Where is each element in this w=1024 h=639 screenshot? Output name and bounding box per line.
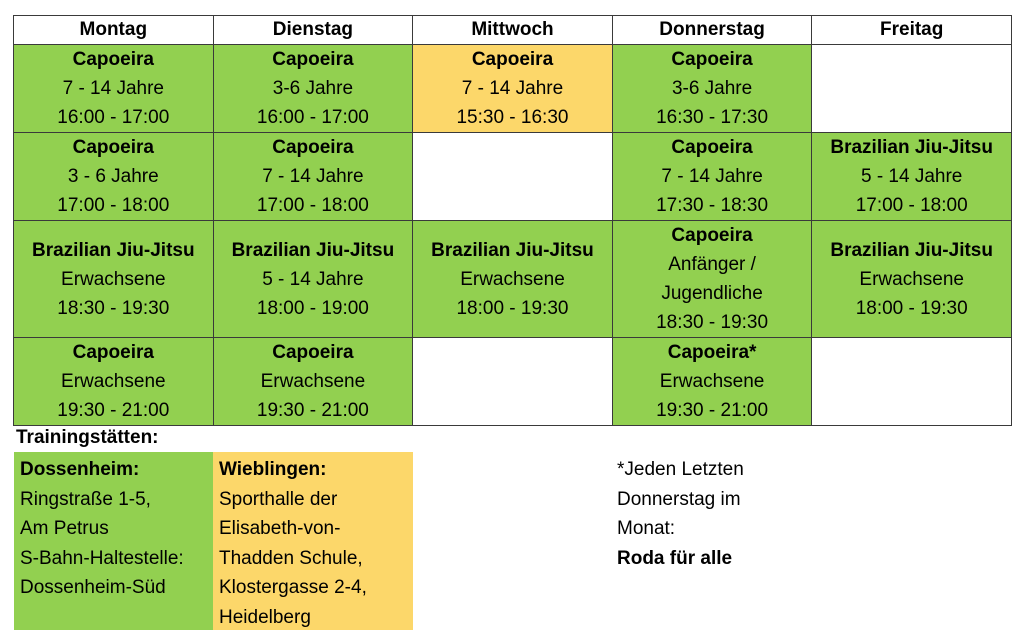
venue-address-line: S-Bahn-Haltestelle: [20, 547, 184, 569]
day-header-dienstag: Dienstag [213, 16, 413, 45]
class-title: Capoeira [72, 342, 154, 363]
class-detail: 18:30 - 19:30 [656, 312, 769, 333]
class-detail: 3 - 6 Jahre [67, 166, 159, 187]
venue-address-line: Ringstraße 1-5, [20, 488, 151, 510]
venue-address-line: Am Petrus [20, 518, 109, 539]
schedule-row [14, 45, 1012, 133]
venue-name: Wieblingen: [219, 459, 327, 480]
class-detail: 7 - 14 Jahre [62, 78, 164, 99]
class-title: Capoeira* [667, 342, 757, 363]
class-title: Capoeira [272, 342, 354, 363]
class-detail: 17:30 - 18:30 [656, 195, 769, 216]
schedule-row [14, 133, 1012, 221]
venue-address-line: Heidelberg [219, 606, 311, 628]
class-detail: 16:00 - 17:00 [57, 107, 170, 128]
class-cell [14, 45, 214, 133]
venue-address-line: Sporthalle der [219, 488, 338, 510]
class-cell [14, 338, 214, 426]
day-header-donnerstag: Donnerstag [612, 16, 812, 45]
class-title: Brazilian Jiu-Jitsu [431, 239, 594, 261]
class-cell [612, 338, 812, 426]
class-detail: Erwachsene [859, 268, 964, 290]
venue-address-line: Klostergasse 2-4, [219, 577, 367, 598]
class-detail: 5 - 14 Jahre [262, 268, 364, 290]
class-title: Capoeira [671, 137, 753, 158]
class-detail: 7 - 14 Jahre [262, 166, 364, 187]
class-detail: 5 - 14 Jahre [860, 166, 963, 187]
class-cell [213, 45, 413, 133]
class-title: Capoeira [72, 137, 154, 158]
empty-cell [413, 338, 613, 426]
class-title: Brazilian Jiu-Jitsu [830, 137, 993, 158]
venue-dossenheim [14, 452, 213, 630]
class-detail: 7 - 14 Jahre [461, 78, 564, 99]
day-header-freitag: Freitag [812, 16, 1012, 45]
class-cell [14, 133, 214, 221]
class-detail: 7 - 14 Jahre [661, 166, 763, 187]
class-detail: 3-6 Jahre [671, 78, 753, 99]
class-cell [14, 221, 214, 338]
schedule-row [14, 221, 1012, 338]
class-detail: 18:00 - 19:30 [855, 297, 968, 319]
schedule-table [13, 15, 1012, 426]
class-detail: 17:00 - 18:00 [256, 195, 369, 216]
class-detail: Erwachsene [460, 268, 565, 290]
class-detail: 3-6 Jahre [272, 78, 354, 99]
class-detail: 17:00 - 18:00 [57, 195, 170, 216]
class-cell [213, 133, 413, 221]
class-detail: Jugendliche [661, 283, 763, 304]
class-title: Brazilian Jiu-Jitsu [231, 239, 395, 261]
class-detail: 19:30 - 21:00 [256, 400, 369, 421]
venue-address-line: Thadden Schule, [219, 547, 363, 569]
class-cell [812, 221, 1012, 338]
empty-cell [413, 133, 613, 221]
class-cell [213, 338, 413, 426]
venue-address-line: Dossenheim-Süd [20, 577, 166, 598]
venue-address-line: Elisabeth-von- [219, 518, 341, 539]
class-title: Capoeira [72, 49, 154, 70]
venues-heading: Trainingstätten: [16, 427, 159, 448]
venue-name: Dossenheim: [20, 459, 140, 480]
class-detail: 18:30 - 19:30 [57, 297, 170, 319]
footnote-line: *Jeden Letzten [617, 459, 744, 480]
empty-cell [812, 338, 1012, 426]
class-detail: 19:30 - 21:00 [656, 400, 769, 421]
class-detail: 15:30 - 16:30 [456, 107, 569, 128]
footnote [617, 455, 744, 573]
class-title: Capoeira [272, 49, 354, 70]
footnote-line: Donnerstag im [617, 488, 741, 510]
class-detail: Erwachsene [260, 371, 366, 392]
class-cell [612, 221, 812, 338]
class-cell [413, 45, 613, 133]
day-header-mittwoch: Mittwoch [413, 16, 613, 45]
class-detail: 17:00 - 18:00 [855, 195, 968, 216]
class-detail: Erwachsene [659, 371, 765, 392]
day-header-montag: Montag [14, 16, 214, 45]
footnote-line: Monat: [617, 518, 676, 539]
class-cell [812, 133, 1012, 221]
schedule-header-row [14, 16, 1012, 45]
class-detail: Erwachsene [61, 371, 166, 392]
class-title: Capoeira [471, 49, 554, 70]
venue-wieblingen [213, 452, 413, 630]
class-detail: Anfänger / [668, 254, 756, 275]
class-detail: 16:00 - 17:00 [256, 107, 369, 128]
empty-cell [812, 45, 1012, 133]
class-detail: 18:00 - 19:00 [256, 297, 369, 319]
class-detail: 16:30 - 17:30 [656, 107, 769, 128]
class-title: Capoeira [272, 137, 354, 158]
class-detail: 18:00 - 19:30 [456, 297, 569, 319]
class-title: Capoeira [671, 225, 753, 246]
class-detail: Erwachsene [61, 268, 166, 290]
class-cell [612, 133, 812, 221]
class-cell [413, 221, 613, 338]
class-title: Brazilian Jiu-Jitsu [31, 239, 195, 261]
class-cell [612, 45, 812, 133]
schedule-row [14, 338, 1012, 426]
footnote-bold-line: Roda für alle [617, 547, 733, 569]
class-detail: 19:30 - 21:00 [57, 400, 170, 421]
class-cell [213, 221, 413, 338]
class-title: Brazilian Jiu-Jitsu [830, 239, 993, 261]
class-title: Capoeira [671, 49, 753, 70]
